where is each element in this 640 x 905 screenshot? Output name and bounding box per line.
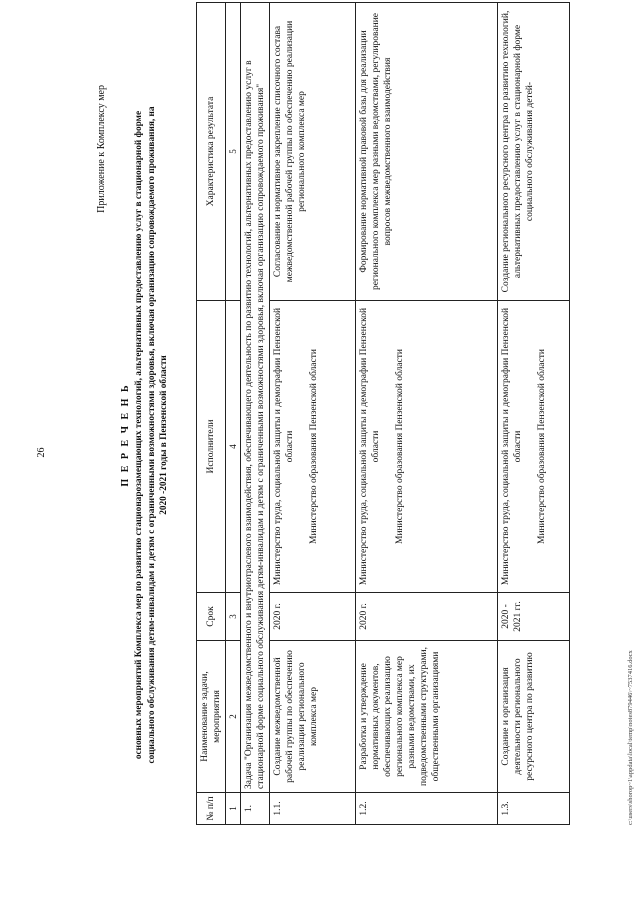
row-term: 2020 - 2021 гг.: [498, 593, 570, 641]
page-number: 26: [36, 447, 47, 458]
header-name: Наименование задачи, мероприятия: [197, 641, 226, 793]
task-row: [241, 3, 270, 825]
header-row: [197, 3, 226, 825]
header-num: № п/п: [197, 793, 226, 825]
col-number: 5: [226, 3, 241, 301]
row-executors: [498, 301, 570, 593]
row-name: Разработка и утверждение нормативных документов, обеспечивающих реализацию регионального комплекса мер разными ведомствами, их подведомственными структурами, общественными организациями: [356, 641, 498, 793]
header-result: Характеристика результата: [197, 3, 226, 301]
row-num: 1.2.: [356, 793, 498, 825]
col-number: 1: [226, 793, 241, 825]
appendix-label: Приложение к Комплексу мер: [96, 85, 107, 213]
executor-primary: Министерство труда, социальной защиты и демографии Пензенской области: [273, 307, 295, 586]
document-subtitle: основных мероприятий Комплекса мер по развитию стационарозамещающих технологий, альтернативных предоставлению услуг в стационарной форме социального обслуживания детям-инвалидам и детям с ограниченными возможностями здоровья, включая организацию сопровождаемого проживания, на 2020 -2021 годы в Пензенской области: [134, 106, 170, 764]
task-text: Задача "Организация межведомственного и внутриотраслевого взаимодействия, обеспечивающего деятельность по развитию технологий, альтернативных предоставлению услуг в стационарной форме социального обслуживания детям-инвалидам и детям с ограниченными возможностями здоровья, включая организацию сопровождаемого проживания": [241, 3, 270, 793]
row-term: 2020 г.: [356, 593, 498, 641]
col-number: 4: [226, 301, 241, 593]
task-num: 1.: [241, 793, 270, 825]
document-title: П Е Р Е Ч Е Н Ь: [120, 383, 131, 487]
table-row: [498, 3, 570, 825]
col-number: 2: [226, 641, 241, 793]
row-term: 2020 г.: [270, 593, 356, 641]
executor-primary: Министерство труда, социальной защиты и демографии Пензенской области: [501, 307, 523, 586]
file-path-footer: c:\users\shorop~1\appdata\local\temp\notes879446\~7537416.docx: [627, 650, 634, 825]
row-name: Создание и организация деятельности регионального ресурсного центра по развитию: [498, 641, 570, 793]
row-result: Согласование и нормативное закрепление списочного состава межведомственной рабочей группы по обеспечению реализации регионального комплекса мер: [270, 3, 356, 301]
executor-secondary: Министерство образования Пензенской области: [395, 349, 405, 544]
row-num: 1.3.: [498, 793, 570, 825]
table-row: [356, 3, 498, 825]
row-result: Создание регионального ресурсного центра по развитию технологий, альтернативных предоставлению услуг в стационарной форме социального обслуживания детей-: [498, 3, 570, 301]
header-term: Срок: [197, 593, 226, 641]
row-result: Формирование нормативной правовой базы для реализации регионального комплекса мер разными ведомствами, регулирование вопросов межведомственного взаимодействия: [356, 3, 498, 301]
column-number-row: [226, 3, 241, 825]
header-executors: Исполнители: [197, 301, 226, 593]
col-number: 3: [226, 593, 241, 641]
executor-secondary: Министерство образования Пензенской области: [537, 349, 547, 544]
table-row: [270, 3, 356, 825]
measures-table: [196, 2, 570, 825]
executor-secondary: Министерство образования Пензенской области: [309, 349, 319, 544]
row-executors: [270, 301, 356, 593]
row-name: Создание межведомственной рабочей группы по обеспечению реализации регионального комплекса мер: [270, 641, 356, 793]
executor-primary: Министерство труда, социальной защиты и демографии Пензенской области: [359, 307, 381, 586]
row-num: 1.1.: [270, 793, 356, 825]
row-executors: [356, 301, 498, 593]
